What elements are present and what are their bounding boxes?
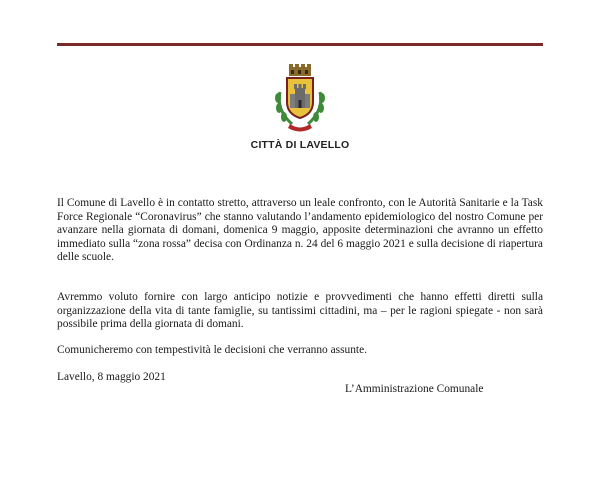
place-and-date: Lavello, 8 maggio 2021 — [57, 371, 166, 383]
top-divider — [57, 43, 543, 46]
city-name: CITTÀ DI LAVELLO — [250, 139, 350, 151]
paragraph-announcement: Comunicheremo con tempestività le decisioni che verranno assunte. — [57, 344, 367, 356]
signature: L’Amministrazione Comunale — [345, 383, 484, 395]
paragraph-apology: Avremmo voluto fornire con largo anticipo notizie e provvedimenti che hanno effetti diretti sulla organizzazione della vita di tante famiglie, su tantissimi cittadini, ma – per le ragioni spiegate - non sarà possibile prima della giornata di domani. — [57, 291, 543, 331]
municipal-coat-of-arms-icon — [270, 64, 330, 136]
paragraph-situation: Il Comune di Lavello è in contatto stretto, attraverso un leale confronto, con le Autorità Sanitarie e la Task Force Regionale “Coronavirus” che stanno valutando l’andamento epidemiologico del nostro Comune per avanzare nella giornata di domani, domenica 9 maggio, apposite determinazioni che avranno un effetto immediato sulla “zona rossa” decisa con Ordinanza n. 24 del 6 maggio 2021 e sulla decisione di riapertura delle scuole. — [57, 197, 543, 264]
